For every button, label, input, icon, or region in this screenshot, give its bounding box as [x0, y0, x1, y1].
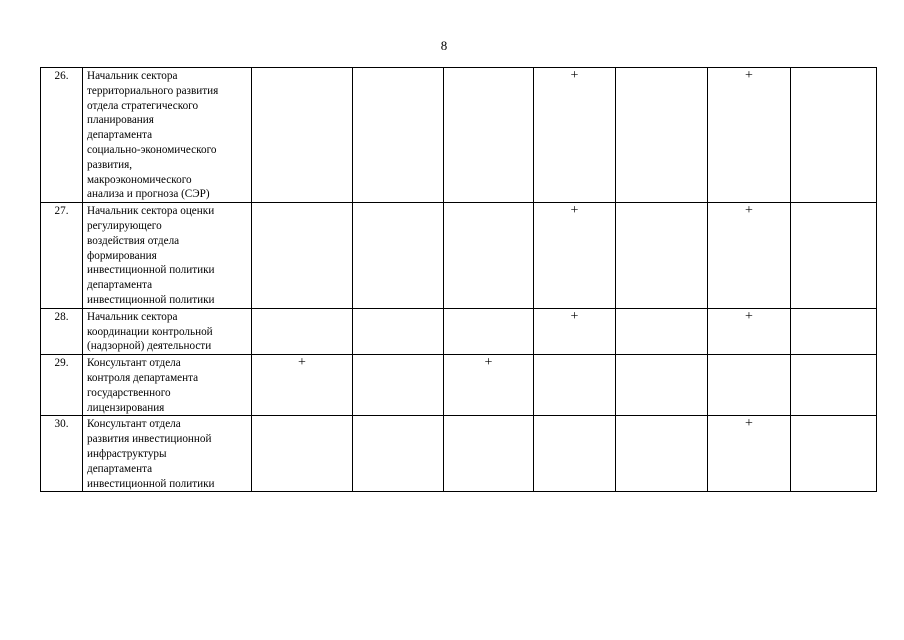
position-title-line: развития инвестиционной — [87, 433, 212, 446]
position-title-line: Консультант отдела — [87, 418, 181, 431]
position-title-line: инвестиционной политики — [87, 293, 215, 306]
mark-cell: + — [708, 68, 791, 203]
mark-cell: + — [534, 68, 616, 203]
position-title-line: воздействия отдела — [87, 234, 180, 247]
mark-cell — [353, 308, 444, 354]
mark-cell — [708, 355, 791, 416]
position-title-line: инфраструктуры — [87, 447, 167, 460]
mark-cell: + — [708, 308, 791, 354]
mark-cell — [252, 68, 353, 203]
table-row — [41, 355, 877, 416]
position-title-line: Консультант отдела — [87, 357, 181, 370]
row-number: 26. — [41, 68, 83, 203]
row-number: 27. — [41, 203, 83, 309]
position-title-line: Начальник сектора оценки — [87, 205, 215, 218]
page-number: 8 — [440, 38, 448, 53]
position-title-line: территориального развития — [87, 84, 219, 97]
mark-cell — [353, 68, 444, 203]
position-title-line: департамента — [87, 279, 153, 292]
mark-cell: + — [708, 416, 791, 492]
mark-cell — [353, 203, 444, 309]
position-title-line: контроля департамента — [87, 371, 199, 384]
mark-cell — [353, 416, 444, 492]
position-title-line: лицензирования — [87, 401, 165, 414]
position-title-line: департамента — [87, 129, 153, 142]
position-title-line: макроэкономического — [87, 173, 192, 186]
position-title-line: инвестиционной политики — [87, 264, 215, 277]
position-title-line: анализа и прогноза (СЭР) — [87, 188, 210, 201]
table-body — [41, 68, 877, 492]
mark-cell — [791, 308, 877, 354]
mark-cell — [791, 68, 877, 203]
mark-cell — [616, 203, 708, 309]
position-title-line: (надзорной) деятельности — [87, 340, 212, 353]
mark-cell — [616, 416, 708, 492]
positions-table — [40, 67, 877, 492]
mark-cell — [252, 416, 353, 492]
position-title-line: отдела стратегического — [87, 99, 199, 112]
mark-cell: + — [534, 308, 616, 354]
position-title — [83, 203, 252, 309]
mark-cell: + — [252, 355, 353, 416]
mark-cell — [534, 416, 616, 492]
mark-cell — [444, 308, 534, 354]
mark-cell — [444, 203, 534, 309]
position-title-line: социально-экономического — [87, 143, 217, 156]
mark-cell — [616, 355, 708, 416]
position-title-line: регулирующего — [87, 219, 162, 232]
mark-cell — [444, 68, 534, 203]
mark-cell — [616, 68, 708, 203]
mark-cell — [353, 355, 444, 416]
mark-cell — [252, 203, 353, 309]
position-title-line: инвестиционной политики — [87, 477, 215, 490]
position-title-line: планирования — [87, 114, 154, 127]
row-number: 29. — [41, 355, 83, 416]
position-title-line: координации контрольной — [87, 325, 213, 338]
mark-cell: + — [708, 203, 791, 309]
position-title — [83, 416, 252, 492]
mark-cell — [791, 203, 877, 309]
table-row — [41, 68, 877, 203]
table-row — [41, 308, 877, 354]
position-title-line: Начальник сектора — [87, 70, 178, 82]
position-title-line: формирования — [87, 249, 157, 262]
position-title — [83, 308, 252, 354]
row-number: 30. — [41, 416, 83, 492]
mark-cell: + — [534, 203, 616, 309]
table-row — [41, 416, 877, 492]
mark-cell — [444, 416, 534, 492]
position-title-line: развития, — [87, 158, 133, 171]
position-title-line: Начальник сектора — [87, 310, 178, 323]
position-title-line: департамента — [87, 462, 153, 475]
mark-cell — [791, 416, 877, 492]
position-title — [83, 355, 252, 416]
mark-cell — [791, 355, 877, 416]
position-title — [83, 68, 252, 203]
mark-cell — [252, 308, 353, 354]
row-number: 28. — [41, 308, 83, 354]
mark-cell — [534, 355, 616, 416]
mark-cell: + — [444, 355, 534, 416]
mark-cell — [616, 308, 708, 354]
table-row — [41, 203, 877, 309]
position-title-line: государственного — [87, 386, 171, 399]
